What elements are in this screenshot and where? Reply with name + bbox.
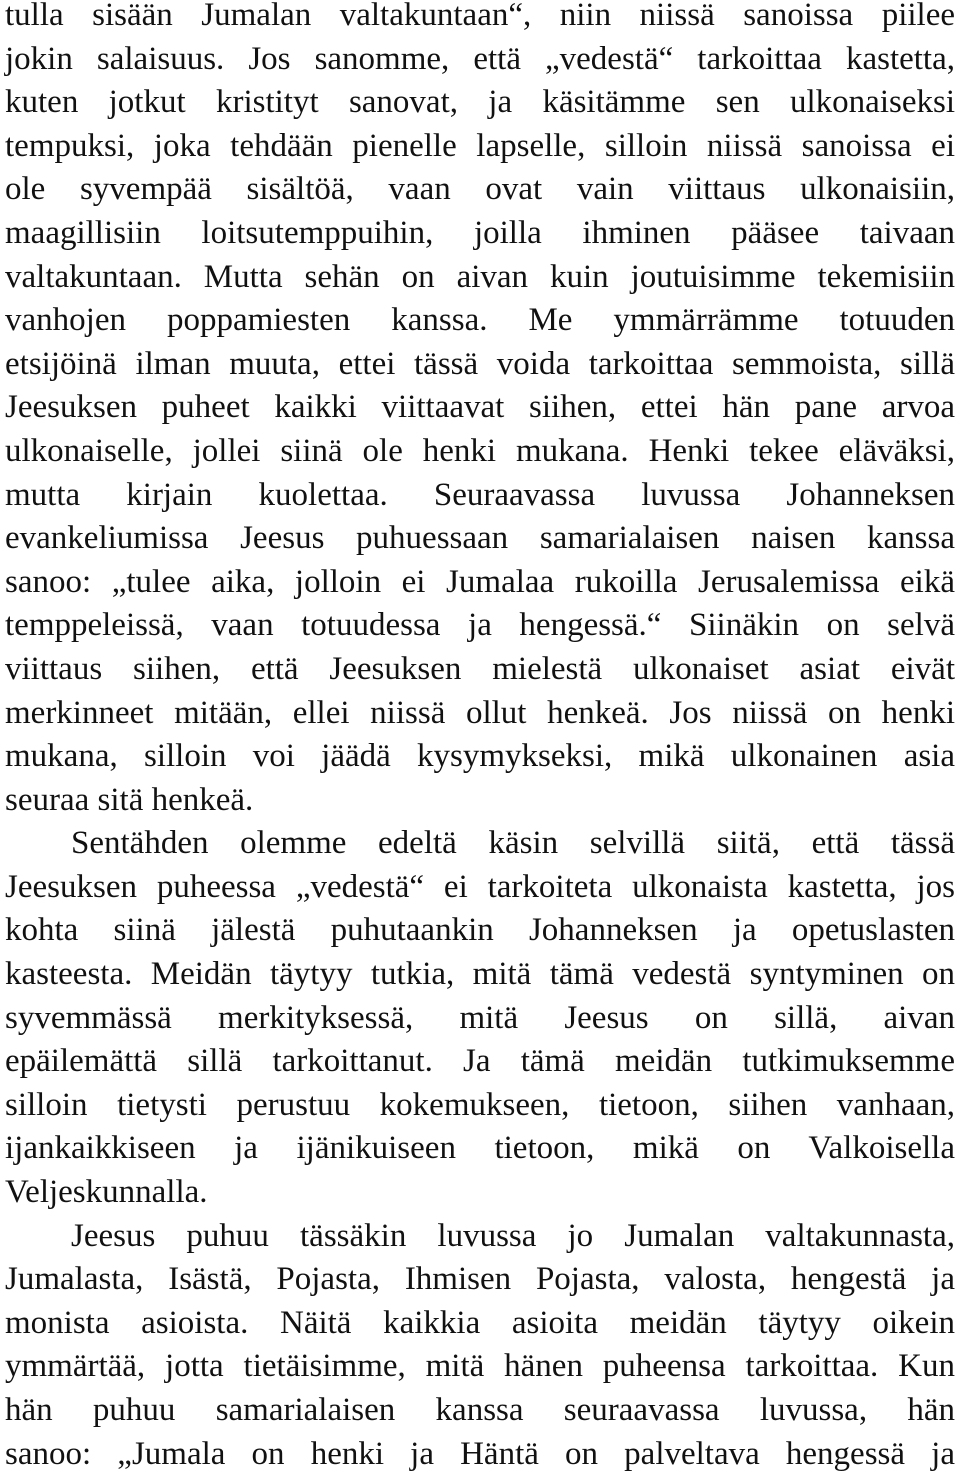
text-line: silloin tietysti perustuu kokemukseen, tietoon, siihen vanhaan, (5, 1086, 955, 1123)
text-line: kasteesta. Meidän täytyy tutkia, mitä tämä vedestä syntyminen on (5, 956, 955, 993)
text-line: mukana, silloin voi jäädä kysymykseksi, mikä ulkonainen asia (5, 738, 955, 775)
text-line: temppeleissä, vaan totuudessa ja hengessä.“ Siinäkin on selvä (5, 607, 955, 644)
text-line: maagillisiin loitsutemppuihin, joilla ihminen pääsee taivaan (5, 214, 955, 251)
text-line: etsijöinä ilman muuta, ettei tässä voida tarkoittaa semmoista, sillä (5, 345, 955, 382)
text-line: syvemmässä merkityksessä, mitä Jeesus on sillä, aivan (5, 999, 955, 1036)
text-line: sanoo: „Jumala on henki ja Häntä on palveltava hengessä ja (5, 1435, 955, 1472)
paragraph-end-line: seuraa sitä henkeä. (5, 781, 254, 818)
text-line: evankeliumissa Jeesus puhuessaan samarialaisen naisen kanssa (5, 520, 955, 557)
text-line: ulkonaiselle, jollei siinä ole henki mukana. Henki tekee eläväksi, (5, 432, 955, 469)
text-line: viittaus siihen, että Jeesuksen mielestä ulkonaiset asiat eivät (5, 650, 955, 687)
text-line: vanhojen poppamiesten kanssa. Me ymmärrämme totuuden (5, 302, 955, 339)
text-line: epäilemättä sillä tarkoittanut. Ja tämä meidän tutkimuksemme (5, 1043, 955, 1080)
text-line: tempuksi, joka tehdään pienelle lapselle, silloin niissä sanoissa ei (5, 127, 955, 164)
document-page (5, 0, 955, 1476)
text-line: kuten jotkut kristityt sanovat, ja käsitämme sen ulkonaiseksi (5, 84, 955, 121)
text-line: hän puhuu samarialaisen kanssa seuraavassa luvussa, hän (5, 1392, 955, 1428)
text-line: valtakuntaan. Mutta sehän on aivan kuin joutuisimme tekemisiin (5, 258, 955, 295)
text-line: ole syvempää sisältöä, vaan ovat vain viittaus ulkonaisiin, (5, 171, 955, 208)
text-line: ijankaikkiseen ja ijänikuiseen tietoon, mikä on Valkoisella (5, 1130, 955, 1167)
text-line: merkinneet mitään, ellei niissä ollut henkeä. Jos niissä on henki (5, 694, 955, 731)
text-line: Jeesuksen puheet kaikki viittaavat siihen, ettei hän pane arvoa (5, 389, 955, 426)
paragraph-start-line: Jeesus puhuu tässäkin luvussa jo Jumalan valtakunnasta, (71, 1217, 955, 1254)
text-line: sanoo: „tulee aika, jolloin ei Jumalaa rukoilla Jerusalemissa eikä (5, 563, 955, 600)
text-line: tulla sisään Jumalan valtakuntaan“, niin niissä sanoissa piilee (5, 0, 955, 33)
paragraph-start-line: Sentähden olemme edeltä käsin selvillä siitä, että tässä (71, 825, 955, 862)
text-line: monista asioista. Näitä kaikkia asioita meidän täytyy oikein (5, 1304, 955, 1341)
text-line: ymmärtää, jotta tietäisimme, mitä hänen puheensa tarkoittaa. Kun (5, 1348, 955, 1385)
text-line: mutta kirjain kuolettaa. Seuraavassa luvussa Johanneksen (5, 476, 955, 513)
text-line: kohta siinä jälestä puhutaankin Johanneksen ja opetuslasten (5, 912, 955, 949)
text-line: Jumalasta, Isästä, Pojasta, Ihmisen Pojasta, valosta, hengestä ja (5, 1261, 955, 1298)
text-line: Jeesuksen puheessa „vedestä“ ei tarkoiteta ulkonaista kastetta, jos (5, 868, 955, 905)
text-line: jokin salaisuus. Jos sanomme, että „vedestä“ tarkoittaa kastetta, (5, 40, 955, 77)
paragraph-end-line: Veljeskunnalla. (5, 1174, 208, 1211)
